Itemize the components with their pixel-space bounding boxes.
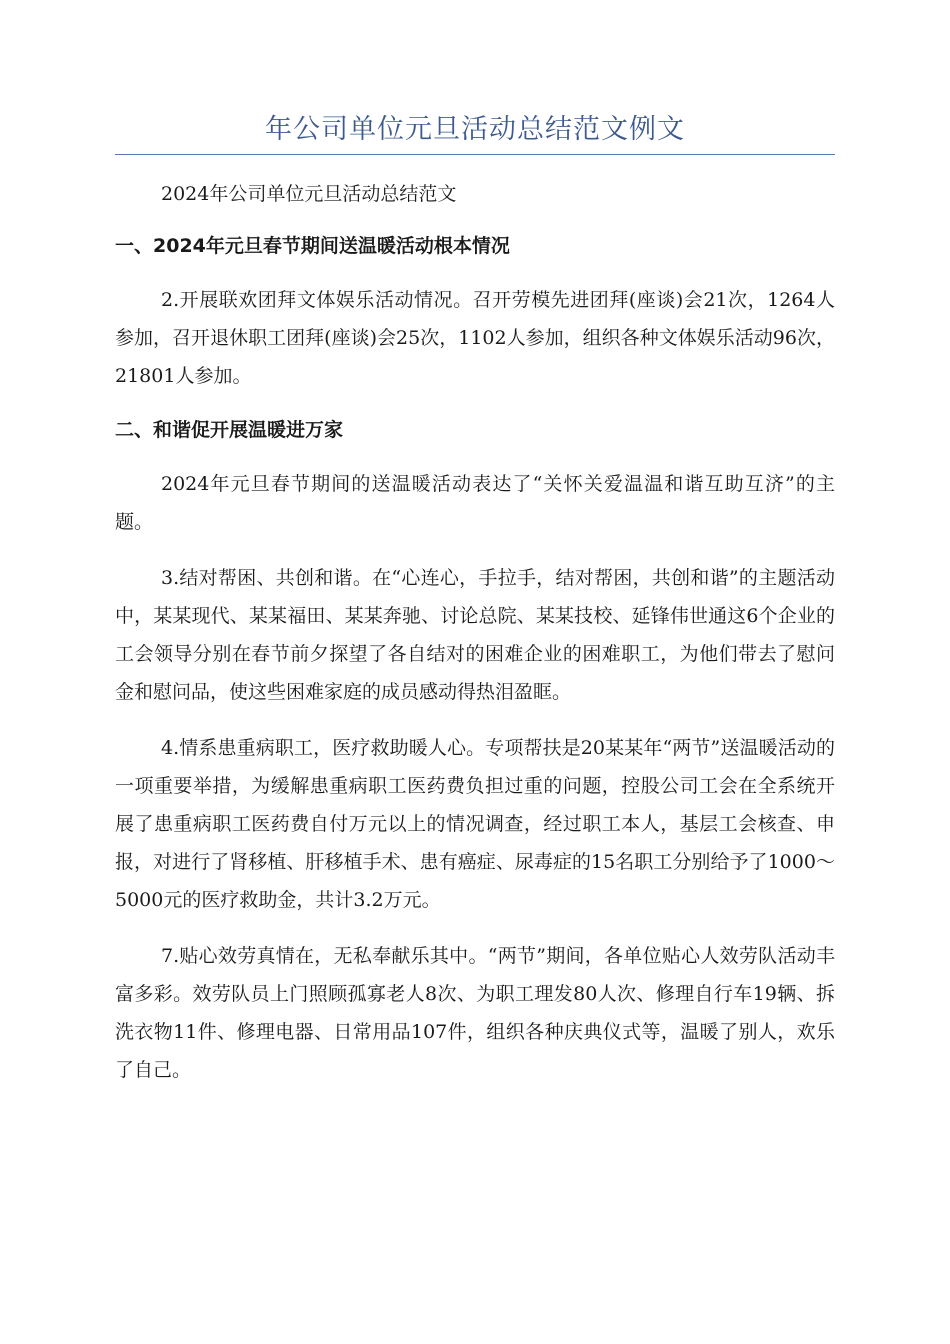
paragraph-theme: 2024年元旦春节期间的送温暖活动表达了“关怀关爱温温和谐互助互济”的主题。 — [115, 473, 835, 533]
section-heading-2: 二、和谐促开展温暖进万家 — [115, 419, 344, 441]
section-heading-1: 一、2024年元旦春节期间送温暖活动根本情况 — [115, 235, 510, 257]
document-title: 年公司单位元旦活动总结范文例文 — [115, 108, 835, 155]
paragraph-pairing-assistance: 3.结对帮困、共创和谐。在“心连心，手拉手，结对帮困，共创和谐”的主题活动中，某某现代、某某福田、某某奔驰、讨论总院、某某技校、延锋伟世通这6个企业的工会领导分别在春节前夕探望了各自结对的困难企业的困难职工，为他们带去了慰问金和慰问品，使这些困难家庭的成员感动得热泪盈眶。 — [115, 567, 835, 703]
paragraph-festival-activities: 2.开展联欢团拜文体娱乐活动情况。召开劳模先进团拜(座谈)会21次，1264人参加，召开退休职工团拜(座谈)会25次，1102人参加，组织各种文体娱乐活动96次，21801人参加。 — [115, 289, 835, 387]
document-subtitle: 2024年公司单位元旦活动总结范文 — [161, 183, 457, 205]
paragraph-service-team: 7.贴心效劳真情在，无私奉献乐其中。“两节”期间，各单位贴心人效劳队活动丰富多彩。效劳队员上门照顾孤寡老人8次、为职工理发80人次、修理自行车19辆、拆洗衣物11件、修理电器、日常用品107件，组织各种庆典仪式等，温暖了别人，欢乐了自己。 — [115, 945, 835, 1081]
paragraph-medical-aid: 4.情系患重病职工，医疗救助暖人心。专项帮扶是20某某年“两节”送温暖活动的一项重要举措，为缓解患重病职工医药费负担过重的问题，控股公司工会在全系统开展了患重病职工医药费自付万元以上的情况调查，经过职工本人，基层工会核查、申报，对进行了肾移植、肝移植手术、患有癌症、尿毒症的15名职工分别给予了1000～5000元的医疗救助金，共计3.2万元。 — [115, 737, 835, 911]
document-page — [115, 108, 835, 1089]
